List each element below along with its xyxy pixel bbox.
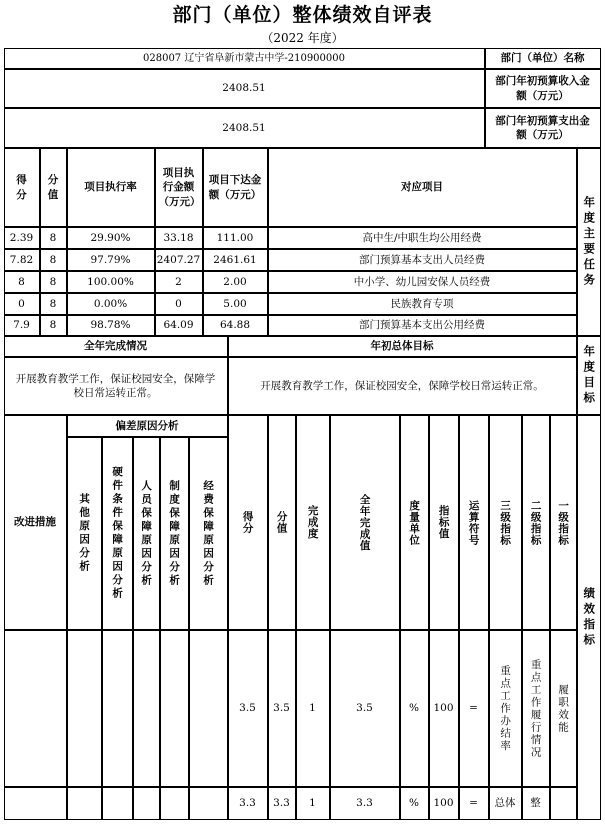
goals-target-text-text: 开展教育教学工作，保证校园安全，保障学校日常运转正常。	[260, 379, 544, 392]
task-row-project	[268, 293, 577, 315]
unit-name-value-text: 028007 辽宁省阜新市蒙古中学-210900000	[143, 52, 345, 64]
ind-header-deviation	[67, 415, 228, 437]
ind-row-level2	[522, 787, 550, 820]
ind-header-weight-text: 分值	[275, 511, 288, 534]
ind-header-level3	[489, 415, 522, 630]
task-row-executed-text: 64.09	[163, 319, 194, 332]
task-row-project	[268, 271, 577, 293]
ind-row-target-text: 100	[433, 797, 454, 810]
task-row-score	[4, 293, 40, 315]
task-row-executed-text: 2407.27	[156, 253, 201, 266]
task-row-executed-text: 0	[175, 297, 182, 310]
task-row-executed	[155, 227, 203, 249]
ind-row-target	[429, 630, 459, 787]
budget-income-value-text: 2408.51	[222, 82, 266, 95]
budget-income-value	[4, 69, 485, 108]
ind-row-score-text: 3.3	[239, 797, 256, 810]
task-row-budget-text: 2461.61	[213, 253, 257, 266]
ind-row-improve-cell	[4, 787, 67, 820]
ind-row-operator	[459, 630, 489, 787]
ind-row-level1-text: 履职效能	[557, 683, 570, 734]
unit-name-label	[485, 48, 601, 69]
task-row-project-text: 部门预算基本支出公用经费	[359, 319, 485, 332]
indicators-section-label-text: 绩效指标	[582, 586, 597, 649]
ind-row-operator-text: =	[469, 702, 478, 715]
budget-expense-value-text: 2408.51	[222, 121, 266, 134]
task-row-score-text: 7.9	[13, 319, 30, 332]
task-row-weight-text: 8	[49, 231, 57, 244]
task-row-budget-text: 64.88	[219, 319, 251, 332]
task-row-score	[4, 227, 40, 249]
ind-header-level1-text: 一级指标	[557, 499, 570, 546]
goals-target-text	[228, 357, 577, 415]
task-row-budget-text: 2.00	[223, 275, 247, 288]
task-row-rate	[67, 227, 155, 249]
ind-row-weight	[268, 787, 296, 820]
task-row-weight	[40, 249, 67, 271]
task-row-executed	[155, 249, 203, 271]
ind-row-system-cell	[160, 787, 189, 820]
task-row-rate-text: 98.78%	[90, 319, 131, 332]
task-row-weight-text: 8	[49, 275, 57, 288]
tasks-header-score-text: 得分	[16, 174, 27, 201]
task-row-budget-text: 5.00	[223, 297, 247, 310]
ind-row-weight	[268, 630, 296, 787]
ind-header-operator	[459, 415, 489, 630]
task-row-project	[268, 249, 577, 271]
ind-row-other-cell	[67, 787, 102, 820]
ind-row-level3	[489, 787, 522, 820]
task-row-rate	[67, 249, 155, 271]
task-row-score	[4, 249, 40, 271]
goals-completion-text	[4, 357, 228, 415]
budget-expense-label-text: 部门年初预算支出金额（万元）	[495, 114, 590, 141]
task-row-rate-text: 29.90%	[90, 231, 131, 244]
ind-row-weight-text: 3.5	[273, 702, 290, 715]
ind-header-deviation-text: 偏差原因分析	[115, 419, 179, 432]
task-row-weight-text: 8	[49, 253, 57, 266]
ind-row-funding-cell	[189, 787, 228, 820]
tasks-header-executed	[155, 148, 203, 227]
ind-row-level2-text: 整	[530, 797, 541, 810]
ind-row-actual-text: 3.5	[356, 702, 373, 715]
task-row-executed	[155, 271, 203, 293]
task-row-project-text: 中小学、幼儿园安保人员经费	[353, 275, 491, 288]
ind-row-weight-text: 3.3	[273, 797, 290, 810]
form-grid	[4, 48, 601, 820]
task-row-project	[268, 227, 577, 249]
ind-row-score	[228, 787, 268, 820]
ind-row-level3-text: 重点工作办结率	[499, 664, 512, 753]
ind-header-staff	[133, 437, 160, 630]
ind-header-level3-text: 三级指标	[499, 499, 512, 546]
ind-header-level2	[522, 415, 550, 630]
ind-row-system-cell	[160, 630, 189, 787]
task-row-weight	[40, 271, 67, 293]
goals-section-label	[577, 336, 601, 415]
ind-header-funding-text: 经费保障原因分析	[202, 479, 215, 588]
ind-row-level1	[550, 787, 577, 820]
goals-target-label-text: 年初总体目标	[370, 340, 434, 353]
ind-row-funding-cell	[189, 630, 228, 787]
ind-header-weight	[268, 415, 296, 630]
ind-header-other	[67, 437, 102, 630]
ind-row-staff-cell	[133, 630, 160, 787]
goals-section-label-text: 年度目标	[582, 344, 597, 407]
task-row-budget	[203, 315, 268, 336]
ind-header-unit-text: 度量单位	[408, 499, 421, 546]
ind-header-system	[160, 437, 189, 630]
ind-header-improve	[4, 415, 67, 630]
ind-header-actual-text: 全年完成值	[358, 493, 371, 552]
ind-row-actual	[330, 630, 400, 787]
ind-row-unit	[400, 630, 429, 787]
budget-income-label-text: 部门年初预算收入金额（万元）	[495, 75, 590, 102]
task-row-project-text: 民族教育专项	[390, 297, 454, 310]
task-row-score-text: 0	[18, 297, 25, 310]
task-row-project	[268, 315, 577, 336]
page-subtitle: （2022 年度）	[261, 31, 344, 45]
ind-row-target-text: 100	[433, 702, 454, 715]
ind-header-completion-text: 完成度	[306, 505, 319, 540]
task-row-executed-text: 2	[175, 275, 182, 288]
ind-row-unit	[400, 787, 429, 820]
task-row-project-text: 部门预算基本支出人员经费	[359, 253, 485, 266]
task-row-weight-text: 8	[49, 319, 57, 332]
tasks-header-budget-text: 项目下达金额（万元）	[208, 174, 262, 201]
tasks-header-project	[268, 148, 577, 227]
ind-header-improve-text: 改进措施	[14, 516, 56, 529]
ind-header-target	[429, 415, 459, 630]
ind-row-score-text: 3.5	[239, 702, 256, 715]
ind-row-other-cell	[67, 630, 102, 787]
task-row-score-text: 8	[18, 275, 25, 288]
budget-income-label	[485, 69, 601, 108]
goals-completion-label-text: 全年完成情况	[84, 340, 147, 353]
ind-header-score	[228, 415, 268, 630]
task-row-executed	[155, 315, 203, 336]
ind-header-hardware-text: 硬件条件保障原因分析	[111, 466, 124, 601]
ind-row-staff-cell	[133, 787, 160, 820]
ind-row-unit-text: %	[409, 702, 419, 715]
ind-row-improve-cell	[4, 630, 67, 787]
ind-row-completion-text: 1	[309, 797, 316, 810]
ind-header-system-text: 制度保障原因分析	[168, 479, 181, 588]
task-row-weight	[40, 315, 67, 336]
ind-header-score-text: 得分	[241, 511, 254, 534]
unit-name-label-text: 部门（单位）名称	[500, 52, 585, 65]
budget-expense-value	[4, 108, 485, 148]
ind-header-funding	[189, 437, 228, 630]
tasks-header-weight	[40, 148, 67, 227]
task-row-project-text: 高中生/中职生均公用经费	[362, 231, 482, 244]
task-row-budget	[203, 271, 268, 293]
tasks-header-executed-text: 项目执行金额（万元）	[158, 167, 201, 208]
budget-expense-label	[485, 108, 601, 148]
tasks-header-score	[4, 148, 40, 227]
ind-header-unit	[400, 415, 429, 630]
task-row-executed	[155, 293, 203, 315]
task-row-executed-text: 33.18	[163, 231, 194, 244]
task-row-weight	[40, 293, 67, 315]
ind-header-hardware	[102, 437, 133, 630]
ind-row-actual	[330, 787, 400, 820]
unit-name-value	[4, 48, 485, 69]
tasks-header-weight-text: 分值	[47, 174, 59, 201]
tasks-section-label	[577, 148, 601, 336]
ind-row-score	[228, 630, 268, 787]
task-row-rate-text: 0.00%	[93, 297, 128, 310]
ind-header-level1	[550, 415, 577, 630]
task-row-budget	[203, 249, 268, 271]
task-row-budget-text: 111.00	[216, 231, 254, 244]
task-row-rate	[67, 293, 155, 315]
ind-header-operator-text: 运算符号	[467, 499, 480, 546]
task-row-rate	[67, 271, 155, 293]
ind-header-actual	[330, 415, 400, 630]
ind-row-actual-text: 3.3	[356, 797, 373, 810]
ind-row-operator-text: =	[469, 797, 478, 810]
task-row-budget	[203, 293, 268, 315]
tasks-header-rate	[67, 148, 155, 227]
ind-header-staff-text: 人员保障原因分析	[140, 479, 153, 588]
goals-completion-label	[4, 336, 228, 357]
task-row-rate-text: 97.79%	[90, 253, 131, 266]
goals-target-label	[228, 336, 577, 357]
ind-row-operator	[459, 787, 489, 820]
tasks-section-label-text: 年度主要任务	[582, 195, 597, 289]
task-row-budget	[203, 227, 268, 249]
task-row-rate	[67, 315, 155, 336]
ind-header-completion	[296, 415, 330, 630]
ind-row-completion	[296, 787, 330, 820]
tasks-header-project-text: 对应项目	[401, 181, 443, 194]
tasks-header-budget	[203, 148, 268, 227]
task-row-score	[4, 271, 40, 293]
ind-row-completion-text: 1	[309, 702, 316, 715]
ind-row-completion	[296, 630, 330, 787]
ind-header-target-text: 指标值	[437, 505, 450, 540]
task-row-score	[4, 315, 40, 336]
task-row-rate-text: 100.00%	[87, 275, 134, 288]
task-row-score-text: 7.82	[9, 253, 34, 266]
ind-row-hardware-cell	[102, 787, 133, 820]
ind-row-level3-text: 总体	[494, 797, 516, 810]
indicators-section-label	[577, 415, 601, 820]
task-row-score-text: 2.39	[9, 231, 34, 244]
ind-row-level1	[550, 630, 577, 787]
ind-row-level2-text: 重点工作履行情况	[529, 658, 542, 759]
ind-row-unit-text: %	[409, 797, 419, 810]
goals-completion-text-text: 开展教育教学工作，保证校园安全，保障学校日常运转正常。	[15, 372, 216, 399]
page-title: 部门（单位）整体绩效自评表	[172, 4, 433, 26]
ind-row-level3	[489, 630, 522, 787]
ind-header-level2-text: 二级指标	[529, 499, 542, 546]
ind-row-target	[429, 787, 459, 820]
ind-row-hardware-cell	[102, 630, 133, 787]
ind-header-other-text: 其他原因分析	[78, 493, 91, 574]
ind-row-level2	[522, 630, 550, 787]
tasks-header-rate-text: 项目执行率	[84, 181, 137, 194]
task-row-weight-text: 8	[49, 297, 57, 310]
task-row-weight	[40, 227, 67, 249]
